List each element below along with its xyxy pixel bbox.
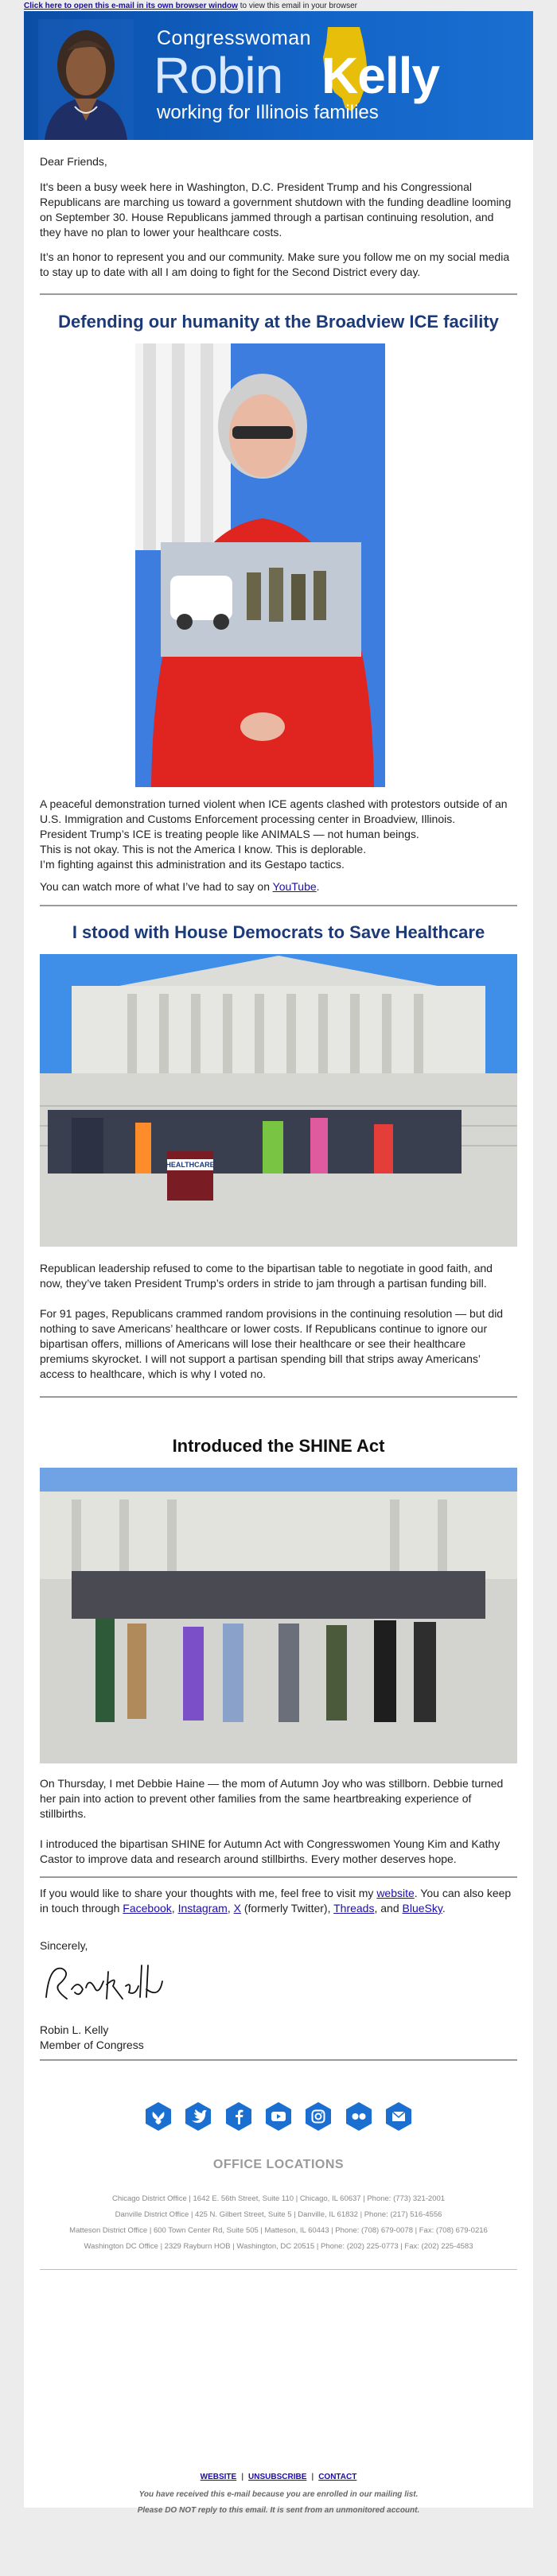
- divider: [40, 2269, 517, 2270]
- threads-link[interactable]: Threads: [333, 1902, 375, 1915]
- youtube-line: [40, 879, 517, 894]
- broadview-ice-photo: [135, 343, 385, 787]
- intro-p2-text: It’s an honor to represent you and our community. Make sure you follow me on my social media to stay up to date with all I am doing to fight for the Second District every day.: [40, 250, 510, 278]
- header-first-name: Robin: [154, 47, 283, 104]
- email-icon[interactable]: [383, 2101, 415, 2132]
- shine-p2: I introduced the bipartisan SHINE for Autumn Act with Congresswomen Young Kim and Kathy Castor to improve data and research around stillbirths. Every mother deserves hope.: [40, 1837, 501, 1865]
- footer-note-enrolled: You have received this e-mail because you are enrolled in our mailing list.: [138, 2490, 419, 2499]
- footer-website-link[interactable]: WEBSITE: [200, 2473, 237, 2481]
- office-line-chicago: Chicago District Office | 1642 E. 56th Street, Suite 110 | Chicago, IL 60637 | Phone: (773) 321-2001: [111, 2194, 446, 2203]
- shine-p1: On Thursday, I met Debbie Haine — the mom of Autumn Joy who was stillborn. Debbie turned her pain into action to prevent other families from the same heartbreaking experience of stillbirths.: [40, 1777, 504, 1820]
- greeting-text: Dear Friends,: [40, 155, 107, 168]
- bluesky-link[interactable]: BlueSky: [402, 1902, 442, 1915]
- divider: [40, 1396, 517, 1398]
- office-locations-title: OFFICE LOCATIONS: [212, 2158, 345, 2171]
- divider: [40, 905, 517, 906]
- and-sep: , and: [374, 1902, 403, 1915]
- office-line-danville: Danville District Office | 425 N. Gilbert Street, Suite 5 | Danville, IL 61832 | Phone: (217) 516-4556: [115, 2210, 442, 2219]
- section-healthcare-title: I stood with House Democrats to Save Healthcare: [72, 922, 485, 942]
- browser-view-bar: [24, 2, 357, 10]
- house-democrats-capitol-photo: [40, 954, 517, 1247]
- youtube-prefix: You can watch more of what I’ve had to say on: [40, 880, 273, 893]
- handwritten-signature: [40, 1957, 167, 2012]
- divider: [40, 2059, 517, 2061]
- healthcare-p2: For 91 pages, Republicans crammed random provisions in the continuing resolution — but did nothing to save Americans’ healthcare or lower costs. If Republicans continue to ignore our bipartisan offers, millions of Americans will lose their healthcare or see their healthcare premiums skyrocket. I will not support a partisan spending bill that strips away Americans’ access to healthcare, which is why I voted no.: [40, 1307, 504, 1380]
- sign-off-block: [40, 2023, 517, 2053]
- healthcare-p1: Republican leadership refused to come to the bipartisan table to negotiate in good faith, and now, they’ve taken President Trump’s orders in stride to jam through a partisan funding bill.: [40, 1262, 493, 1290]
- office-locations-list: [24, 2191, 533, 2255]
- header-banner: [24, 11, 533, 140]
- section-ice-body: [40, 797, 517, 872]
- sincerely: [40, 1938, 517, 1953]
- intro-p1-text: It's been a busy week here in Washington, D.C. President Trump and his Congressional Republicans are marching us toward a government shutdown with the funding deadline looming on September 30. House Republicans jammed through a partisan continuing resolution, and they have no plan to lower your healthcare costs.: [40, 180, 512, 239]
- footer-unsubscribe-link[interactable]: UNSUBSCRIBE: [248, 2473, 307, 2481]
- instagram-icon[interactable]: [302, 2101, 334, 2132]
- section-shine-title: Introduced the SHINE Act: [172, 1436, 385, 1456]
- divider: [40, 293, 517, 295]
- intro-paragraph-2: [40, 250, 517, 280]
- office-line-washington: Washington DC Office | 2329 Rayburn HOB | Washington, DC 20515 | Phone: (202) 225-0773 | Fax: (202) 225-4583: [84, 2242, 473, 2251]
- footer-sep: |: [311, 2473, 314, 2481]
- instagram-link[interactable]: Instagram: [177, 1902, 228, 1915]
- section-healthcare-body: [40, 1261, 517, 1382]
- office-line-matteson: Matteson District Office | 600 Town Center Rd, Suite 505 | Matteson, IL 60443 | Phone: (708) 679-0078 | Fax: (708) 679-0216: [69, 2226, 488, 2235]
- website-link[interactable]: website: [376, 1887, 415, 1899]
- youtube-icon[interactable]: [263, 2101, 294, 2132]
- comma-sep: ,: [227, 1902, 234, 1915]
- header-tagline: working for Illinois families: [157, 102, 379, 123]
- share-mid: . You can also keep in touch through: [40, 1887, 512, 1915]
- section-ice-title: Defending our humanity at the Broadview ICE facility: [58, 312, 499, 332]
- line-end: .: [442, 1902, 446, 1915]
- congresswoman-portrait: [38, 19, 134, 140]
- ice-line-4: I’m fighting against this administration and its Gestapo tactics.: [40, 858, 345, 871]
- x-link[interactable]: X: [233, 1902, 241, 1915]
- footer-sep: |: [241, 2473, 244, 2481]
- browser-view-suffix: to view this email in your browser: [237, 2, 357, 10]
- divider: [40, 1876, 517, 1878]
- youtube-suffix: .: [316, 880, 320, 893]
- comma-sep: ,: [171, 1902, 178, 1915]
- ice-p1: A peaceful demonstration turned violent when ICE agents clashed with protestors outside of an U.S. Immigration and Customs Enforcement processing center in Broadview, Illinois.: [40, 797, 508, 825]
- header-last-name: Kelly: [321, 47, 439, 104]
- ice-line-2: President Trump’s ICE is treating people like ANIMALS — not human beings.: [40, 828, 419, 840]
- facebook-link[interactable]: Facebook: [123, 1902, 172, 1915]
- flickr-icon[interactable]: [343, 2101, 375, 2132]
- footer-links: [0, 2473, 557, 2481]
- footer-note-noreply: Please DO NOT reply to this email. It is sent from an unmonitored account.: [137, 2506, 420, 2515]
- intro-paragraph-1: [40, 180, 517, 240]
- header-subtitle: Congresswoman: [157, 27, 312, 49]
- open-in-browser-link[interactable]: Click here to open this e-mail in its own browser window: [24, 2, 238, 10]
- shine-act-group-photo: [40, 1468, 517, 1763]
- share-prefix: If you would like to share your thoughts with me, feel free to visit my: [40, 1887, 377, 1899]
- sign-off-name: Robin L. Kelly: [40, 2023, 109, 2036]
- podium-sign-text: HEALTHCARE: [166, 1161, 215, 1169]
- twitter-icon[interactable]: [182, 2101, 214, 2132]
- email-body: [24, 11, 533, 2508]
- section-shine-body: [40, 1776, 517, 1867]
- intro-greeting: [40, 154, 517, 169]
- ice-line-3: This is not okay. This is not the America I know. This is deplorable.: [40, 843, 367, 855]
- footer-contact-link[interactable]: CONTACT: [318, 2473, 357, 2481]
- social-icons-row: [24, 2101, 533, 2136]
- x-note: (formerly Twitter),: [240, 1902, 334, 1915]
- share-thoughts-line: [40, 1886, 517, 1916]
- youtube-link[interactable]: YouTube: [272, 880, 317, 893]
- sign-off-role: Member of Congress: [40, 2039, 144, 2051]
- facebook-icon[interactable]: [223, 2101, 255, 2132]
- bluesky-icon[interactable]: [142, 2101, 174, 2132]
- sincerely-text: Sincerely,: [40, 1939, 88, 1952]
